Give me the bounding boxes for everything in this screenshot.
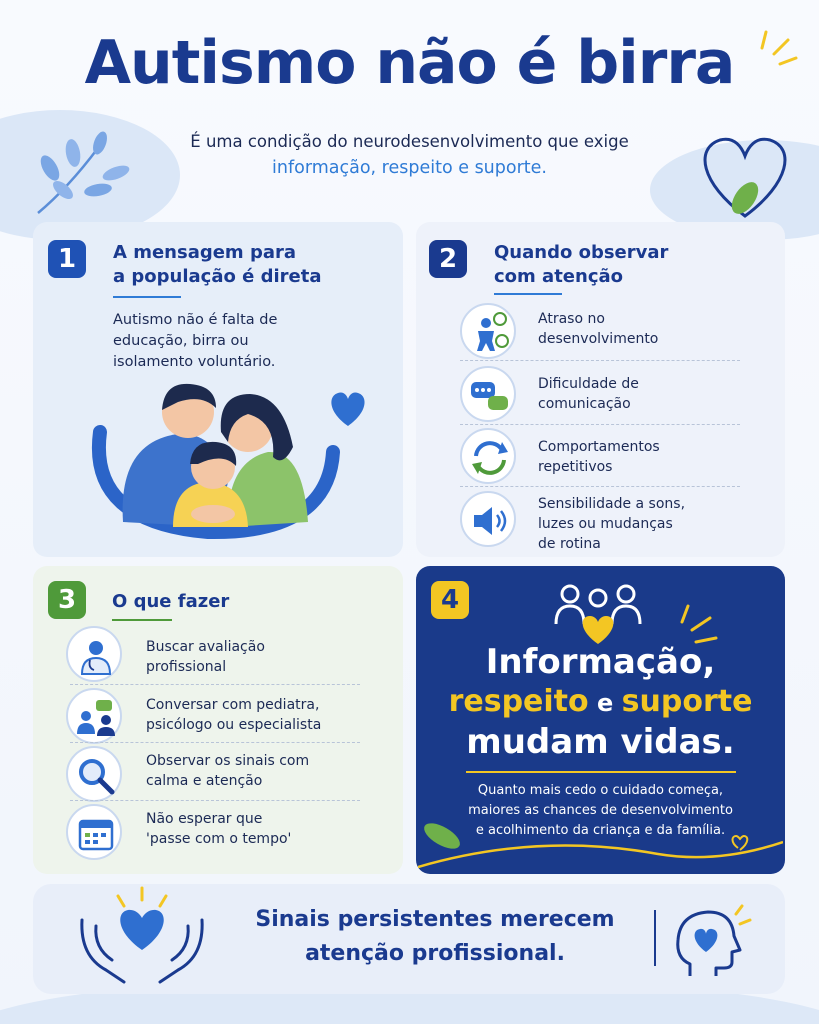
todo-item2-line1: Conversar com pediatra,	[146, 697, 320, 713]
card4-big-line1: Informação,	[485, 642, 716, 682]
observe-item4-line2: luzes ou mudanças	[538, 516, 673, 532]
people-chat-icon	[66, 688, 122, 744]
card3-underline	[112, 619, 172, 621]
magnifier-icon	[66, 746, 122, 802]
observe-item2-line2: comunicação	[538, 396, 631, 412]
card3-heading: O que fazer	[112, 591, 230, 612]
observe-item4-line1: Sensibilidade a sons,	[538, 496, 686, 512]
child-clock-icon	[460, 303, 516, 359]
card4-divider	[466, 771, 736, 773]
todo-divider-1	[70, 684, 360, 685]
card1-body-line1: Autismo não é falta de	[113, 312, 278, 328]
card1-number-badge: 1	[48, 240, 86, 278]
observe-item3-line1: Comportamentos	[538, 439, 660, 455]
card2-heading-line1: Quando observar	[494, 242, 669, 263]
todo-item4-line2: 'passe com o tempo'	[146, 831, 292, 847]
footer-line2: atenção profissional.	[305, 941, 565, 966]
repeat-arrows-icon	[460, 428, 516, 484]
todo-divider-2	[70, 742, 360, 743]
card3-number-badge: 3	[48, 581, 86, 619]
todo-item1-line1: Buscar avaliação	[146, 639, 265, 655]
page-title: Autismo não é birra	[84, 28, 735, 98]
observe-item3-line2: repetitivos	[538, 459, 613, 475]
observe-divider-1	[460, 360, 740, 361]
todo-item3-line1: Observar os sinais com	[146, 753, 310, 769]
hands-heart-icon	[72, 886, 212, 988]
card2-number-badge: 2	[429, 240, 467, 278]
observe-item2-line1: Dificuldade de	[538, 376, 639, 392]
card4-suporte: suporte	[621, 684, 753, 719]
card1-body-line3: isolamento voluntário.	[113, 354, 276, 370]
card4-e: e	[588, 689, 622, 717]
observe-item1-line1: Atraso no	[538, 311, 605, 327]
observe-item4-line3: de rotina	[538, 536, 601, 552]
card1-underline	[113, 296, 181, 298]
footer-line1: Sinais persistentes merecem	[255, 907, 615, 932]
calendar-icon	[66, 804, 122, 860]
card4-leaf-wave	[418, 812, 783, 872]
footer-separator	[654, 910, 656, 966]
page-subtitle-line1: É uma condição do neurodesenvolvimento que exige	[190, 132, 629, 151]
observe-divider-3	[460, 486, 740, 487]
card4-small-line3: e acolhimento da criança e da família.	[475, 823, 726, 838]
doctor-icon	[66, 626, 122, 682]
observe-divider-2	[460, 424, 740, 425]
card4-small-line1: Quanto mais cedo o cuidado começa,	[477, 783, 724, 798]
card2-underline	[494, 293, 562, 295]
head-heart-icon	[670, 902, 754, 982]
heart-small-icon	[326, 388, 370, 428]
people-heart-icon	[548, 578, 648, 648]
card1-body-line2: educação, birra ou	[113, 333, 249, 349]
card4-big-line2	[416, 684, 785, 719]
speaker-icon	[460, 491, 516, 547]
observe-item1-line2: desenvolvimento	[538, 331, 659, 347]
todo-item4-line1: Não esperar que	[146, 811, 263, 827]
page-subtitle-line2: informação, respeito e suporte.	[272, 158, 547, 178]
todo-item3-line2: calma e atenção	[146, 773, 263, 789]
card4-respeito: respeito	[448, 684, 589, 719]
card1-heading-line2: a população é direta	[113, 266, 322, 287]
todo-item2-line2: psicólogo ou especialista	[146, 717, 322, 733]
card4-big-line3: mudam vidas.	[466, 722, 735, 762]
card4-number-badge: 4	[431, 581, 469, 619]
card1-heading-line1: A mensagem para	[113, 242, 297, 263]
card2-heading-line2: com atenção	[494, 266, 624, 287]
todo-divider-3	[70, 800, 360, 801]
card4-small-line2: maiores as chances de desenvolvimento	[468, 803, 733, 818]
speech-bubbles-icon	[460, 366, 516, 422]
todo-item1-line2: profissional	[146, 659, 227, 675]
